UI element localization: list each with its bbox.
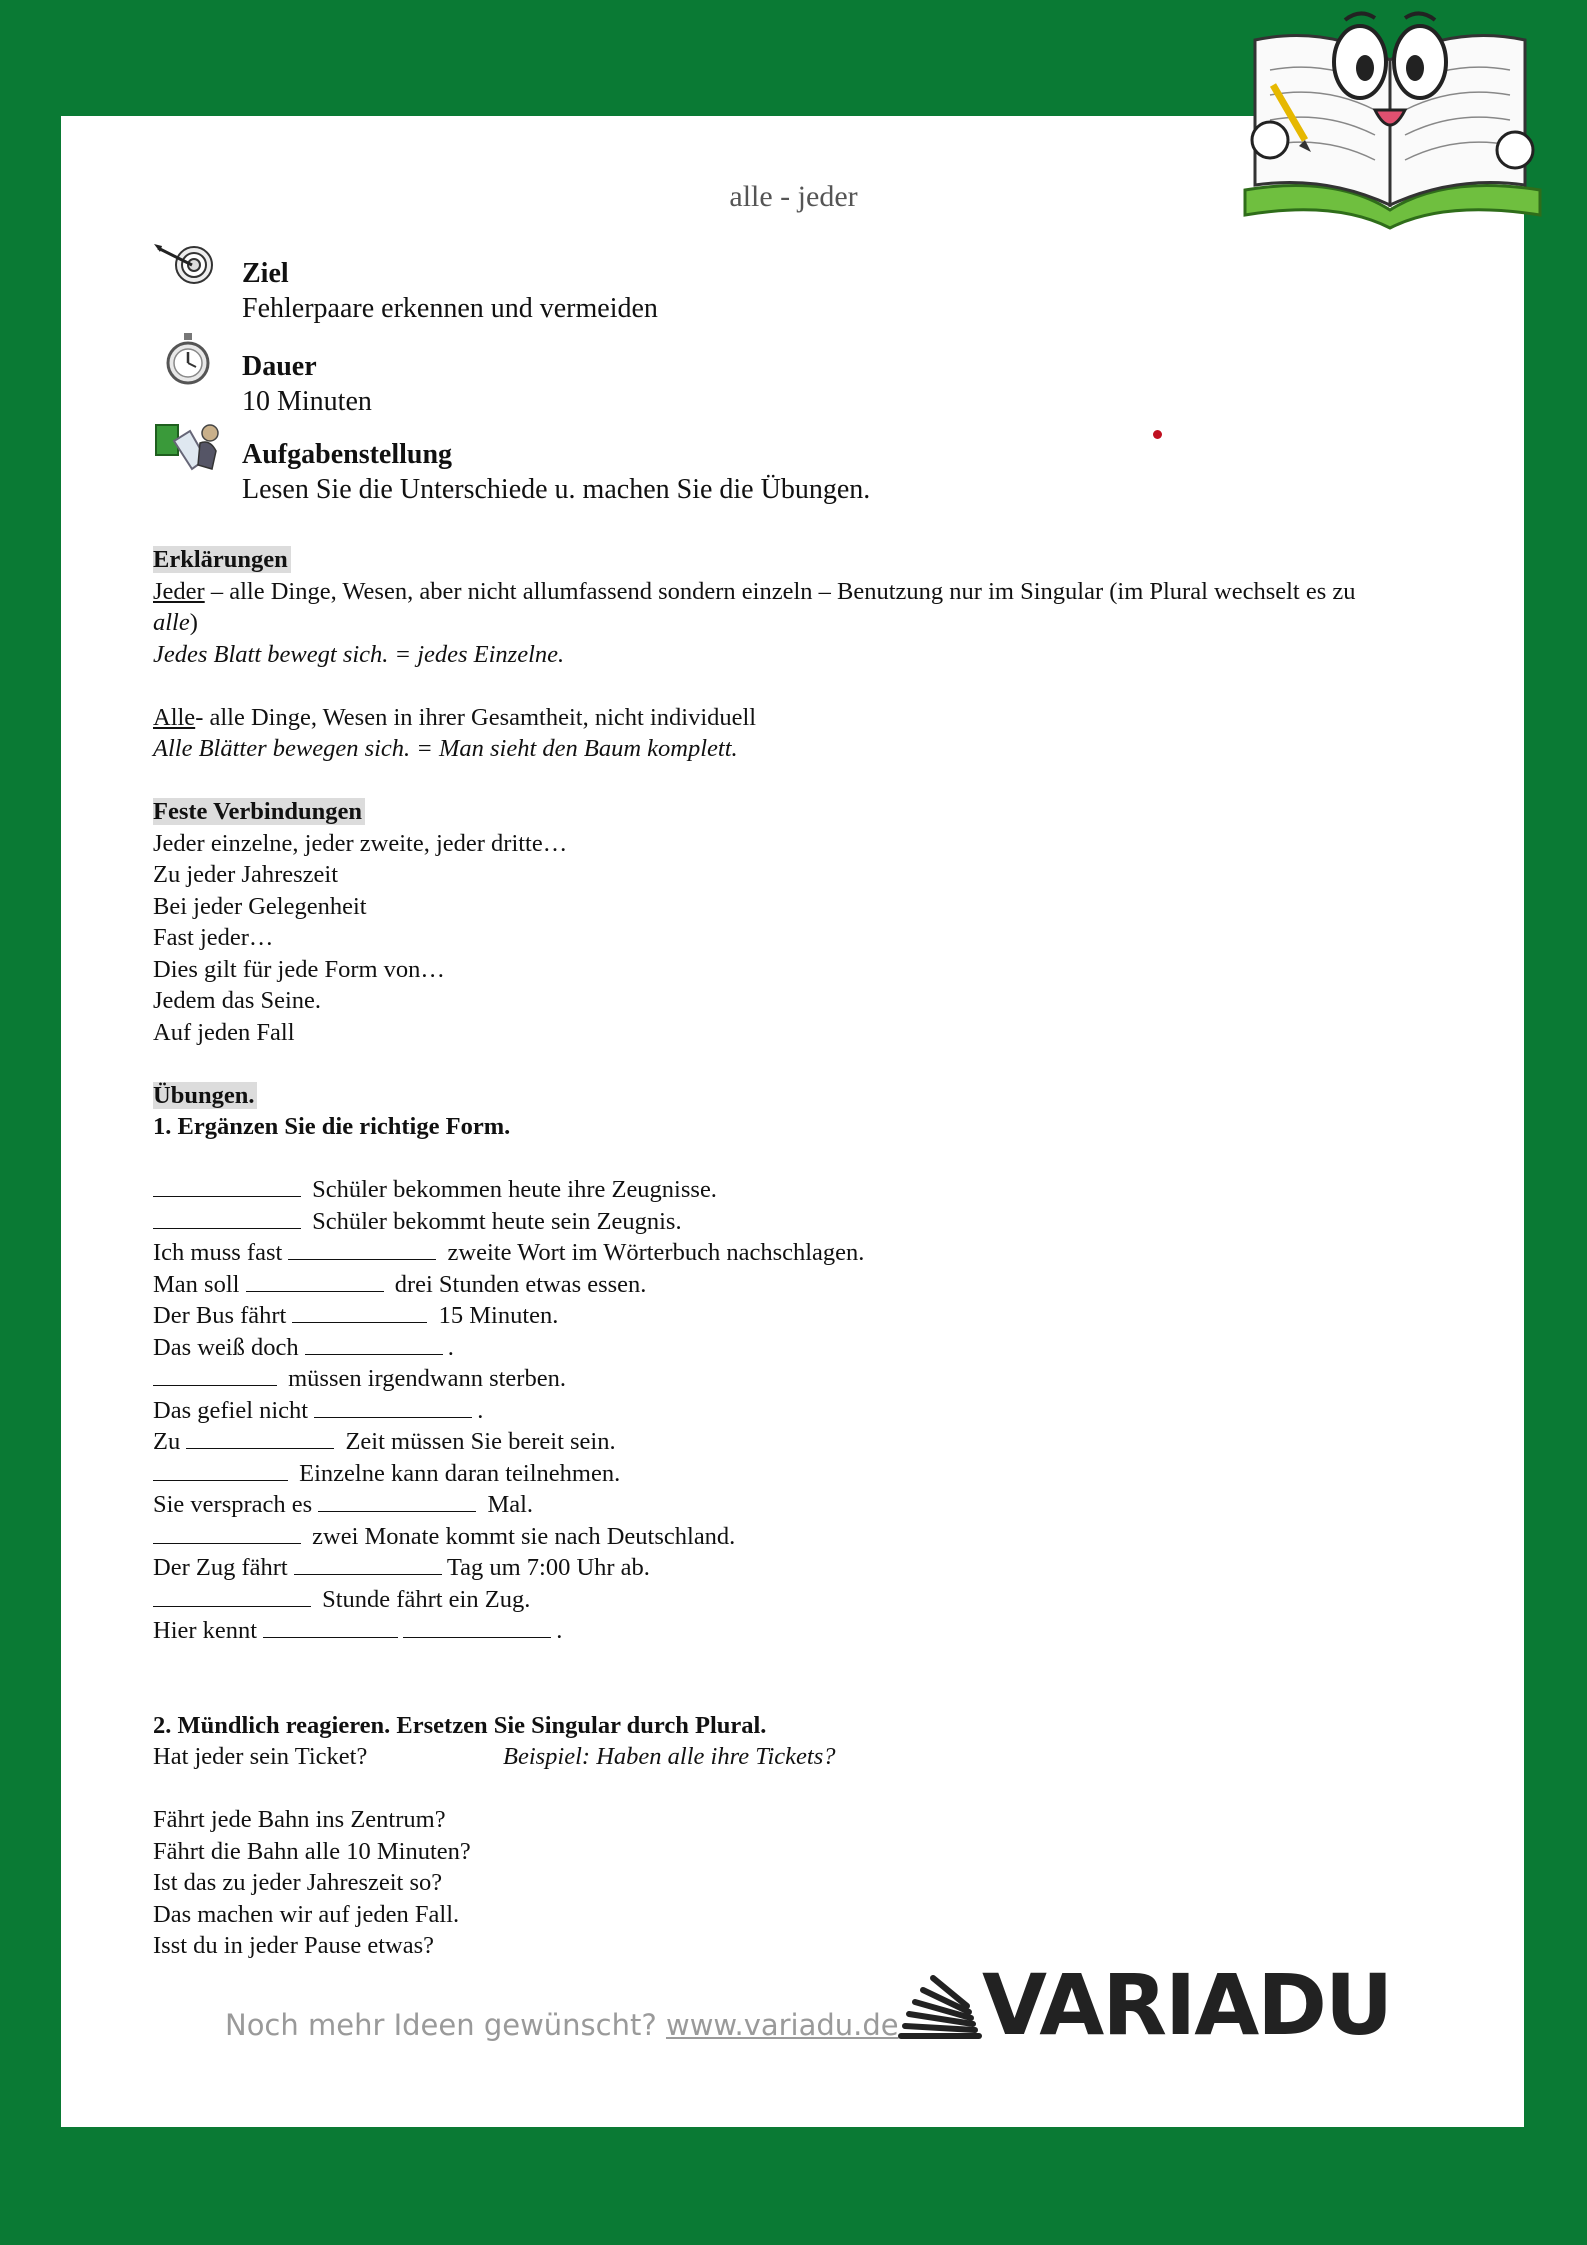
list-item: Auf jeden Fall: [153, 1018, 295, 1046]
exercise-line: [153, 1300, 1403, 1332]
jeder-example: Jedes Blatt bewegt sich. = jedes Einzelne.: [153, 640, 565, 668]
line-post: .: [447, 1333, 454, 1361]
line-post: .: [477, 1396, 484, 1424]
exercise-line: [153, 1237, 1403, 1269]
line-pre: Man soll: [153, 1270, 246, 1298]
duration-label: Dauer: [242, 351, 317, 382]
blank-field[interactable]: [318, 1489, 476, 1512]
list-item: Fährt jede Bahn ins Zentrum?: [153, 1806, 446, 1833]
blank-field[interactable]: [153, 1363, 277, 1386]
list-item: Fährt die Bahn alle 10 Minuten?: [153, 1837, 471, 1865]
exercise-line: [153, 1269, 1403, 1301]
fixed-phrases-heading: Feste Verbindungen: [153, 798, 365, 825]
exercise-line: [153, 1615, 1403, 1647]
line-post: Schüler bekommt heute sein Zeugnis.: [306, 1207, 682, 1235]
line-post: Einzelne kann daran teilnehmen.: [293, 1459, 621, 1487]
line-post: zweite Wort im Wörterbuch nachschlagen.: [441, 1239, 865, 1266]
line-pre: Der Bus fährt: [153, 1302, 293, 1329]
blank-field[interactable]: [403, 1615, 551, 1638]
alle-definition: [153, 702, 1403, 734]
line-pre: Sie versprach es: [153, 1491, 319, 1518]
line-post: 15 Minuten.: [432, 1302, 559, 1329]
blank-field[interactable]: [292, 1300, 427, 1323]
exercise-1-title: 1. Ergänzen Sie die richtige Form.: [153, 1113, 511, 1140]
exercise-line: [153, 1489, 1403, 1521]
blank-field[interactable]: [314, 1395, 472, 1418]
stopwatch-icon: [152, 333, 222, 393]
goal-label: Ziel: [242, 258, 289, 289]
blank-field[interactable]: [153, 1458, 288, 1481]
list-item: Fast jeder…: [153, 924, 274, 951]
alle-example: Alle Blätter bewegen sich. = Man sieht den Baum komplett.: [153, 735, 738, 762]
line-pre: Hier kennt: [153, 1617, 264, 1644]
list-item: Dies gilt für jede Form von…: [153, 955, 445, 983]
line-pre: Ich muss fast: [153, 1239, 289, 1266]
exercise-line: [153, 1521, 1403, 1553]
line-post: drei Stunden etwas essen.: [388, 1270, 647, 1298]
exercise-line: [153, 1395, 1403, 1427]
exercise-2-first: Hat jeder sein Ticket?: [153, 1743, 368, 1770]
line-post: Schüler bekommen heute ihre Zeugnisse.: [306, 1176, 717, 1203]
exercise-line: [153, 1584, 1403, 1616]
jeder-term: Jeder: [153, 577, 205, 605]
task-icon: [152, 421, 222, 481]
sunburst-icon: [895, 1970, 985, 2042]
list-item: Bei jeder Gelegenheit: [153, 892, 367, 920]
exercise-2-example-line: [153, 1741, 1403, 1773]
exercise-2-example: Beispiel: Haben alle ihre Tickets?: [503, 1743, 836, 1770]
line-pre: Der Zug fährt: [153, 1554, 294, 1581]
jeder-def-end: ): [189, 609, 198, 636]
blank-field[interactable]: [294, 1552, 442, 1575]
line-post: zwei Monate kommt sie nach Deutschland.: [306, 1522, 736, 1550]
worksheet-body: [153, 544, 1403, 1962]
explanations-heading: Erklärungen: [153, 546, 291, 573]
brand-name: VARIADU: [982, 1956, 1392, 2054]
list-item: Zu jeder Jahreszeit: [153, 861, 339, 888]
line-post: Stunde fährt ein Zug.: [316, 1585, 531, 1613]
blank-field[interactable]: [288, 1237, 436, 1260]
duration-value: 10 Minuten: [242, 386, 372, 417]
blank-field[interactable]: [186, 1426, 334, 1449]
jeder-def-text: – alle Dinge, Wesen, aber nicht allumfassend sondern einzeln – Benutzung nur im Singular (im Plural wechselt es zu: [204, 577, 1356, 605]
exercises-heading: Übungen.: [153, 1082, 257, 1109]
blank-field[interactable]: [153, 1584, 311, 1607]
exercise-2-title: 2. Mündlich reagieren. Ersetzen Sie Singular durch Plural.: [153, 1711, 767, 1739]
blank-field[interactable]: [263, 1615, 398, 1638]
blank-field[interactable]: [153, 1521, 301, 1544]
line-post: Mal.: [481, 1491, 534, 1518]
jeder-definition: [153, 576, 1403, 639]
exercise-line: [153, 1363, 1403, 1395]
line-post: müssen irgendwann sterben.: [282, 1365, 566, 1392]
red-dot: [1153, 430, 1162, 439]
line-post: .: [556, 1617, 563, 1644]
page-title: alle - jeder: [729, 180, 858, 213]
exercise-line: [153, 1206, 1403, 1238]
list-item: Ist das zu jeder Jahreszeit so?: [153, 1869, 443, 1896]
list-item: Jeder einzelne, jeder zweite, jeder dritte…: [153, 829, 568, 857]
blank-field[interactable]: [153, 1206, 301, 1229]
goal-value: Fehlerpaare erkennen und vermeiden: [242, 293, 658, 324]
list-item: Jedem das Seine.: [153, 987, 322, 1014]
exercise-line: [153, 1458, 1403, 1490]
exercise-line: [153, 1426, 1403, 1458]
task-label: Aufgabenstellung: [242, 439, 453, 470]
list-item: Das machen wir auf jeden Fall.: [153, 1900, 460, 1928]
footer-text: [225, 2008, 899, 2042]
footer-tagline: Noch mehr Ideen gewünscht?: [225, 2008, 666, 2042]
jeder-def-alle: alle: [153, 609, 190, 636]
alle-term: Alle: [153, 703, 196, 731]
footer-link[interactable]: www.variadu.de: [665, 2008, 899, 2042]
line-post: Zeit müssen Sie bereit sein.: [339, 1428, 616, 1455]
blank-field[interactable]: [153, 1174, 301, 1197]
exercise-line: [153, 1174, 1403, 1206]
brand-logo: [895, 1956, 1392, 2054]
line-pre: Zu: [153, 1428, 187, 1455]
exercise-line: [153, 1552, 1403, 1584]
line-post: Tag um 7:00 Uhr ab.: [446, 1554, 650, 1581]
target-icon: [152, 240, 222, 300]
alle-def-text: - alle Dinge, Wesen in ihrer Gesamtheit, nicht individuell: [195, 703, 757, 731]
line-pre: Das weiß doch: [153, 1333, 305, 1361]
exercise-line: [153, 1332, 1403, 1364]
task-value: Lesen Sie die Unterschiede u. machen Sie die Übungen.: [242, 474, 871, 505]
line-pre: Das gefiel nicht: [153, 1396, 315, 1424]
list-item: Isst du in jeder Pause etwas?: [153, 1932, 434, 1959]
blank-field[interactable]: [305, 1332, 443, 1355]
footer: [225, 1956, 1392, 2054]
blank-field[interactable]: [246, 1269, 384, 1292]
